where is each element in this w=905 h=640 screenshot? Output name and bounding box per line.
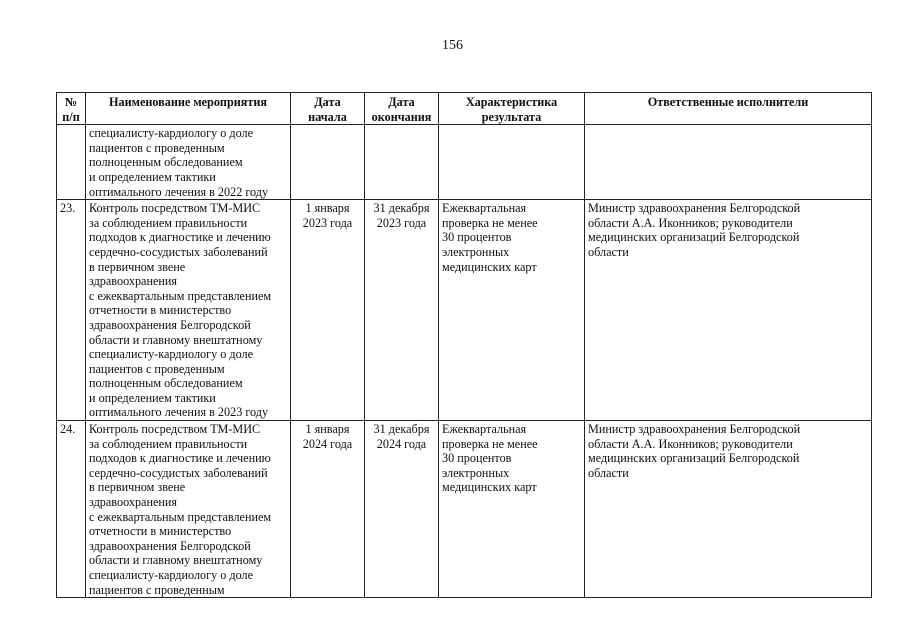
text-line: 2023 года: [302, 215, 353, 230]
text-line: здравоохранения Белгородской: [89, 538, 251, 553]
text-line: области: [588, 244, 629, 259]
text-line: Министр здравоохранения Белгородской: [588, 422, 801, 437]
row-start-date: [291, 200, 365, 421]
row-num: [57, 125, 86, 200]
text-line: отчетности в министерство: [89, 303, 232, 318]
text-line: проверка не менее: [442, 215, 538, 230]
text-line: пациентов с проведенным: [89, 361, 225, 376]
row-result: [439, 125, 585, 200]
text-line: Ежеквартальная: [442, 201, 527, 216]
text-line: и определением тактики: [89, 390, 216, 405]
text-line: результата: [481, 109, 542, 124]
table-header-row: [57, 93, 872, 125]
text-line: 30 процентов: [442, 451, 512, 466]
text-line: 2024 года: [376, 436, 427, 451]
row-executors: [585, 125, 872, 200]
table-row: [57, 200, 872, 421]
row-start-date: [291, 125, 365, 200]
text-line: и определением тактики: [89, 169, 216, 184]
text-line: оптимального лечения в 2022 году: [89, 184, 269, 199]
text-line: области А.А. Иконников; руководители: [588, 436, 793, 451]
text-line: за соблюдением правильности: [89, 436, 248, 451]
text-line: в первичном звене: [89, 480, 186, 495]
events-table: [56, 92, 872, 598]
row-event-name: [86, 200, 291, 421]
text-line: здравоохранения: [89, 274, 178, 289]
text-line: области: [588, 465, 629, 480]
text-line: Контроль посредством ТМ-МИС: [89, 201, 261, 216]
row-end-date: [365, 200, 439, 421]
text-line: специалисту-кардиологу о доле: [89, 568, 254, 582]
row-event-name: [86, 125, 291, 200]
text-line: 31 декабря: [373, 422, 430, 437]
header-result: [439, 93, 585, 125]
text-line: области А.А. Иконников; руководители: [588, 215, 793, 230]
text-line: пациентов с проведенным: [89, 140, 225, 155]
text-line: за соблюдением правильности: [89, 215, 248, 230]
text-line: области и главному внештатному: [89, 332, 263, 347]
text-line: проверка не менее: [442, 436, 538, 451]
text-line: Контроль посредством ТМ-МИС: [89, 422, 261, 437]
text-line: 31 декабря: [373, 201, 430, 216]
text-line: начала: [308, 109, 347, 124]
page-number: 156: [442, 38, 463, 53]
text-line: 30 процентов: [442, 230, 512, 245]
text-line: полноценным обследованием: [89, 376, 243, 391]
row-event-name: [86, 421, 291, 598]
text-line: медицинских организаций Белгородской: [588, 230, 800, 245]
text-line: полноценным обследованием: [89, 155, 243, 170]
row-result: [439, 200, 585, 421]
text-line: с ежеквартальным представлением: [89, 288, 272, 303]
text-line: специалисту-кардиологу о доле: [89, 347, 254, 362]
text-line: Министр здравоохранения Белгородской: [588, 201, 801, 216]
header-num: [57, 93, 86, 125]
header-name: [86, 93, 291, 125]
table-row: [57, 421, 872, 598]
header-end-date: [365, 93, 439, 125]
text-line: Дата: [388, 95, 415, 109]
row-end-date: [365, 421, 439, 598]
row-executors: [585, 200, 872, 421]
text-line: здравоохранения: [89, 495, 178, 510]
text-line: п/п: [62, 109, 80, 124]
header-executors: [585, 93, 872, 125]
text-line: Наименование мероприятия: [109, 95, 267, 109]
text-line: 2024 года: [302, 436, 353, 451]
row-result: [439, 421, 585, 598]
row-executors: [585, 421, 872, 598]
text-line: медицинских карт: [442, 259, 537, 274]
header-start-date: [291, 93, 365, 125]
text-line: пациентов с проведенным: [89, 582, 225, 597]
text-line: Ответственные исполнители: [647, 95, 809, 109]
text-line: области и главному внештатному: [89, 553, 263, 568]
text-line: №: [64, 95, 78, 109]
text-line: электронных: [442, 465, 510, 480]
text-line: подходов к диагностике и лечению: [89, 451, 271, 466]
text-line: Характеристика: [465, 95, 558, 109]
text-line: окончания: [371, 109, 432, 124]
row-num: 24.: [57, 421, 86, 598]
table-row: [57, 125, 872, 200]
text-line: Дата: [314, 95, 341, 109]
row-start-date: [291, 421, 365, 598]
text-line: здравоохранения Белгородской: [89, 317, 251, 332]
text-line: подходов к диагностике и лечению: [89, 230, 271, 245]
text-line: Ежеквартальная: [442, 422, 527, 437]
text-line: в первичном звене: [89, 259, 186, 274]
row-end-date: [365, 125, 439, 200]
text-line: 1 января: [305, 422, 350, 437]
row-num: 23.: [57, 200, 86, 421]
text-line: сердечно-сосудистых заболеваний: [89, 465, 268, 480]
text-line: 2023 года: [376, 215, 427, 230]
text-line: медицинских карт: [442, 480, 537, 495]
text-line: специалисту-кардиологу о доле: [89, 126, 254, 141]
text-line: сердечно-сосудистых заболеваний: [89, 244, 268, 259]
text-line: оптимального лечения в 2023 году: [89, 405, 269, 420]
text-line: с ежеквартальным представлением: [89, 509, 272, 524]
text-line: электронных: [442, 244, 510, 259]
text-line: медицинских организаций Белгородской: [588, 451, 800, 466]
text-line: отчетности в министерство: [89, 524, 232, 539]
text-line: 1 января: [305, 201, 350, 216]
